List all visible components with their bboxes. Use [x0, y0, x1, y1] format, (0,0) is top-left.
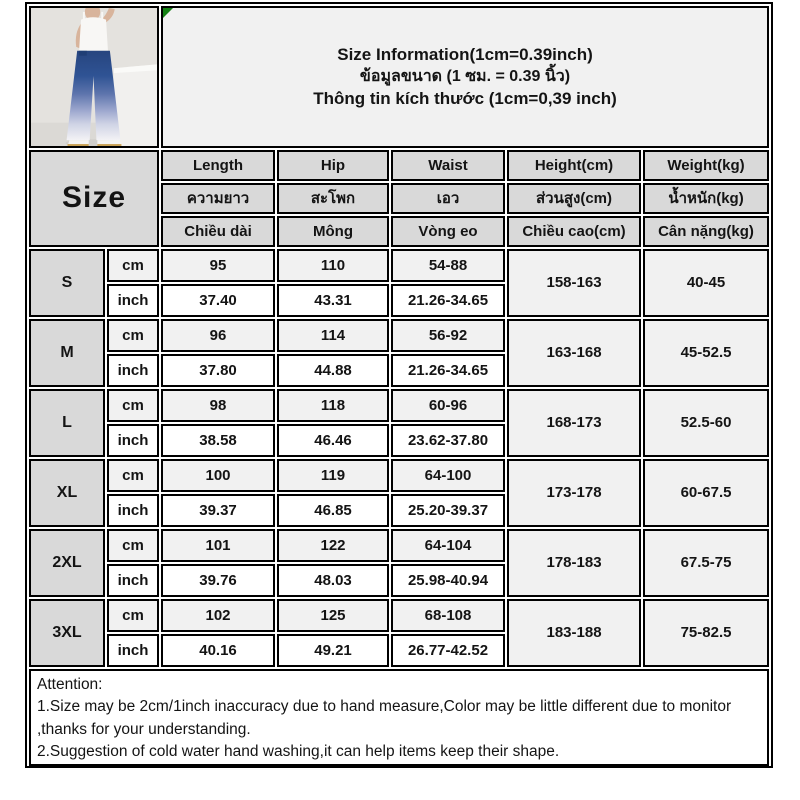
- attention-note: [29, 669, 769, 766]
- table-row: [29, 669, 769, 766]
- waist-inch-value: 23.62-37.80: [391, 424, 505, 457]
- attention-title: Attention:: [37, 676, 103, 693]
- weight-range: 67.5-75: [643, 529, 769, 597]
- length-cm-value: 100: [161, 459, 275, 492]
- column-header-height-th: ส่วนสูง(cm): [507, 183, 641, 214]
- unit-label: inch: [107, 284, 159, 317]
- length-cm-value: 102: [161, 599, 275, 632]
- size-row-label: XL: [29, 459, 105, 527]
- model-photo-illustration: [31, 8, 157, 146]
- title-en: Size Information(1cm=0.39inch): [337, 45, 593, 65]
- height-range: 173-178: [507, 459, 641, 527]
- table-row: [29, 249, 769, 282]
- comment-marker-icon: [163, 8, 173, 18]
- waist-inch-value: 21.26-34.65: [391, 284, 505, 317]
- column-header-hip-en: Hip: [277, 150, 389, 181]
- hip-cm-value: 122: [277, 529, 389, 562]
- column-header-weight-en: Weight(kg): [643, 150, 769, 181]
- size-table: [27, 4, 771, 768]
- hip-inch-value: 46.85: [277, 494, 389, 527]
- length-inch-value: 37.40: [161, 284, 275, 317]
- waist-cm-value: 60-96: [391, 389, 505, 422]
- hip-inch-value: 49.21: [277, 634, 389, 667]
- waist-cm-value: 64-104: [391, 529, 505, 562]
- height-range: 178-183: [507, 529, 641, 597]
- table-row: [29, 599, 769, 632]
- size-header: Size: [29, 150, 159, 247]
- attention-line2: 2.Suggestion of cold water hand washing,it can help items keep their shape.: [37, 743, 560, 761]
- column-header-length-en: Length: [161, 150, 275, 181]
- hip-cm-value: 119: [277, 459, 389, 492]
- length-inch-value: 37.80: [161, 354, 275, 387]
- table-row: [29, 319, 769, 352]
- hip-inch-value: 44.88: [277, 354, 389, 387]
- unit-label: inch: [107, 564, 159, 597]
- waist-inch-value: 26.77-42.52: [391, 634, 505, 667]
- column-header-height-vi: Chiều cao(cm): [507, 216, 641, 247]
- size-row-label: 3XL: [29, 599, 105, 667]
- hip-cm-value: 114: [277, 319, 389, 352]
- unit-label: cm: [107, 599, 159, 632]
- length-inch-value: 38.58: [161, 424, 275, 457]
- unit-label: inch: [107, 634, 159, 667]
- size-row-label: S: [29, 249, 105, 317]
- weight-range: 75-82.5: [643, 599, 769, 667]
- waist-cm-value: 64-100: [391, 459, 505, 492]
- column-header-weight-th: น้ำหนัก(kg): [643, 183, 769, 214]
- height-range: 168-173: [507, 389, 641, 457]
- unit-label: cm: [107, 529, 159, 562]
- title-cell: [161, 6, 769, 148]
- size-chart-sheet: [25, 2, 773, 768]
- column-header-weight-vi: Cân nặng(kg): [643, 216, 769, 247]
- table-row: [29, 389, 769, 422]
- unit-label: inch: [107, 354, 159, 387]
- hip-cm-value: 125: [277, 599, 389, 632]
- height-range: 183-188: [507, 599, 641, 667]
- weight-range: 45-52.5: [643, 319, 769, 387]
- unit-label: cm: [107, 319, 159, 352]
- length-inch-value: 39.76: [161, 564, 275, 597]
- column-header-waist-en: Waist: [391, 150, 505, 181]
- table-row: [29, 6, 769, 148]
- table-row: [29, 459, 769, 492]
- unit-label: inch: [107, 494, 159, 527]
- hip-inch-value: 43.31: [277, 284, 389, 317]
- size-row-label: L: [29, 389, 105, 457]
- weight-range: 52.5-60: [643, 389, 769, 457]
- column-header-length-th: ความยาว: [161, 183, 275, 214]
- waist-inch-value: 25.98-40.94: [391, 564, 505, 597]
- unit-label: cm: [107, 389, 159, 422]
- size-row-label: M: [29, 319, 105, 387]
- product-photo: [29, 6, 159, 148]
- waist-cm-value: 54-88: [391, 249, 505, 282]
- weight-range: 40-45: [643, 249, 769, 317]
- column-header-waist-th: เอว: [391, 183, 505, 214]
- title-vi: Thông tin kích thước (1cm=0,39 inch): [313, 89, 617, 109]
- waist-cm-value: 56-92: [391, 319, 505, 352]
- unit-label: inch: [107, 424, 159, 457]
- waist-cm-value: 68-108: [391, 599, 505, 632]
- column-header-length-vi: Chiều dài: [161, 216, 275, 247]
- size-row-label: 2XL: [29, 529, 105, 597]
- hip-cm-value: 118: [277, 389, 389, 422]
- waist-inch-value: 25.20-39.37: [391, 494, 505, 527]
- length-inch-value: 40.16: [161, 634, 275, 667]
- column-header-hip-vi: Mông: [277, 216, 389, 247]
- height-range: 158-163: [507, 249, 641, 317]
- length-cm-value: 98: [161, 389, 275, 422]
- length-inch-value: 39.37: [161, 494, 275, 527]
- table-row: [29, 529, 769, 562]
- column-header-hip-th: สะโพก: [277, 183, 389, 214]
- waist-inch-value: 21.26-34.65: [391, 354, 505, 387]
- attention-line1: 1.Size may be 2cm/1inch inaccuracy due to hand measure,Color may be little different due to monitor ,thanks for your understanding.: [37, 698, 732, 738]
- hip-inch-value: 46.46: [277, 424, 389, 457]
- weight-range: 60-67.5: [643, 459, 769, 527]
- column-header-waist-vi: Vòng eo: [391, 216, 505, 247]
- column-header-height-en: Height(cm): [507, 150, 641, 181]
- height-range: 163-168: [507, 319, 641, 387]
- unit-label: cm: [107, 249, 159, 282]
- unit-label: cm: [107, 459, 159, 492]
- hip-inch-value: 48.03: [277, 564, 389, 597]
- table-row: [29, 150, 769, 181]
- hip-cm-value: 110: [277, 249, 389, 282]
- title-th: ข้อมูลขนาด (1 ซม. = 0.39 นิ้ว): [359, 67, 571, 85]
- length-cm-value: 96: [161, 319, 275, 352]
- length-cm-value: 101: [161, 529, 275, 562]
- length-cm-value: 95: [161, 249, 275, 282]
